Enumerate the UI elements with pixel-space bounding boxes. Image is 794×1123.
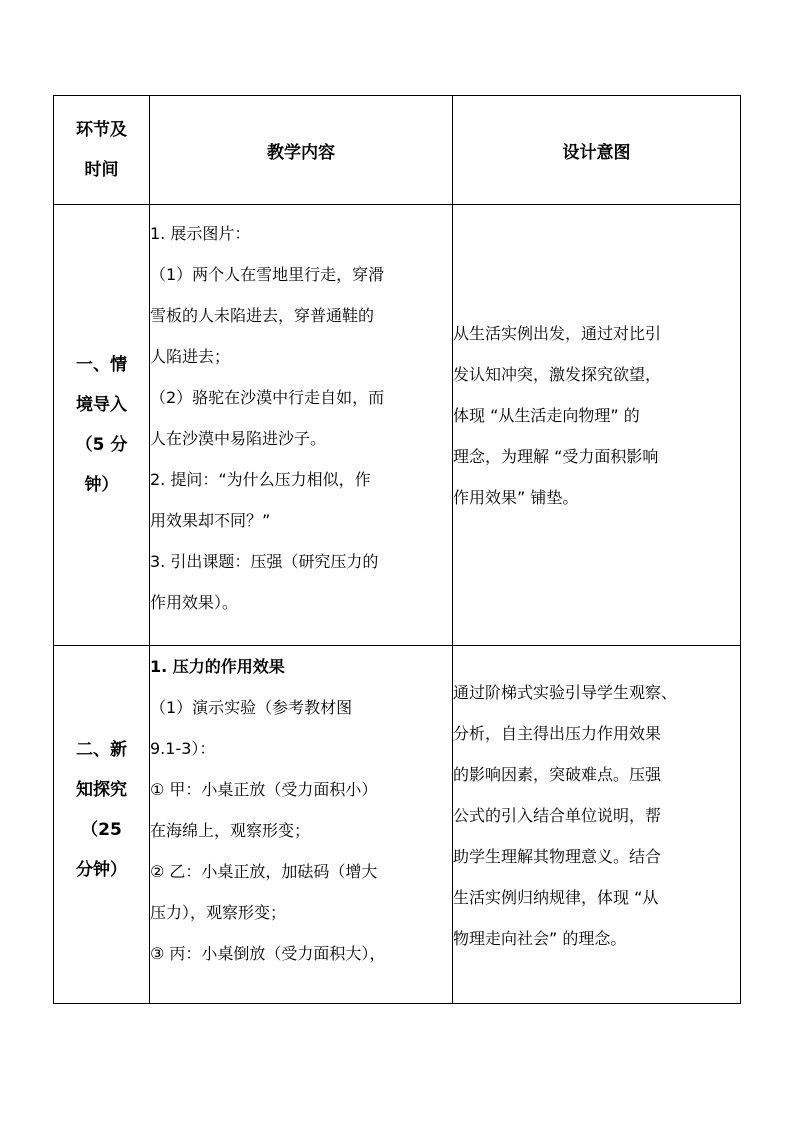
content-line: 人陷进去； [150, 347, 231, 366]
intent-line: 助学生理解其物理意义。结合 [453, 847, 662, 866]
stage-line: 知探究 [76, 779, 127, 800]
content-line: 雪板的人未陷进去，穿普通鞋的 [150, 306, 375, 325]
intent-line: 体现 “从生活走向物理” 的 [453, 405, 640, 425]
content-line: 作用效果）。 [150, 593, 239, 612]
stage-line: 境导入 [76, 395, 127, 415]
content-line: 2. 提问：“为什么压力相似，作 [150, 470, 371, 489]
content-cell [150, 646, 453, 1004]
lesson-plan-table [53, 95, 741, 1004]
content-line: （2）骆驼在沙漠中行走自如，而 [150, 388, 385, 407]
content-line: ③ 丙：小桌倒放（受力面积大）， [150, 944, 386, 963]
header-intent-cell: 设计意图 [453, 96, 741, 205]
stage-line: 一、情 [76, 355, 127, 375]
content-line: 在海绵上，观察形变； [150, 821, 311, 840]
intent-line: 发认知冲突，激发探究欲望， [453, 364, 662, 384]
intent-line: 物理走向社会” 的理念。 [453, 929, 627, 948]
intent-line: 公式的引入结合单位说明，帮 [453, 806, 662, 825]
content-line: ① 甲：小桌正放（受力面积小） [150, 780, 378, 799]
header-stage-line: 环节及 [76, 120, 127, 140]
content-line: 3. 引出课题：压强（研究压力的 [150, 552, 379, 571]
intent-line: 生活实例归纳规律，体现 “从 [453, 888, 659, 907]
stage-line: 钟） [84, 475, 119, 495]
intent-line: 的影响因素，突破难点。压强 [453, 765, 662, 784]
intent-line: 分析，自主得出压力作用效果 [453, 724, 662, 743]
table-row [54, 646, 741, 1004]
stage-line: 二、新 [76, 739, 127, 760]
intent-line: 理念，为理解 “受力面积影响 [453, 446, 659, 466]
content-line: 用效果却不同？” [150, 511, 271, 530]
stage-cell [54, 646, 150, 1004]
intent-line: 从生活实例出发，通过对比引 [453, 323, 662, 343]
intent-line: 通过阶梯式实验引导学生观察、 [453, 683, 678, 702]
header-content-cell: 教学内容 [150, 96, 453, 205]
content-line: 1. 展示图片： [150, 224, 251, 243]
content-line: 压力），观察形变； [150, 903, 287, 922]
content-line: 9.1-3）： [150, 739, 216, 758]
content-cell [150, 205, 453, 646]
content-line: ② 乙：小桌正放，加砝码（增大 [150, 862, 378, 881]
content-section-title: 1. 压力的作用效果 [150, 657, 285, 676]
table-header-row [54, 96, 741, 205]
content-line: （1）演示实验（参考教材图 [150, 698, 353, 717]
intent-cell [453, 646, 741, 1004]
stage-line: （25 [81, 819, 122, 840]
content-line: 人在沙漠中易陷进沙子。 [150, 429, 327, 448]
stage-cell [54, 205, 150, 646]
intent-line: 作用效果” 铺垫。 [453, 487, 579, 507]
header-stage-line: 时间 [84, 160, 119, 180]
stage-line: （5 分 [75, 435, 128, 455]
table-row [54, 205, 741, 646]
stage-line: 分钟） [76, 859, 127, 880]
intent-cell [453, 205, 741, 646]
content-line: （1）两个人在雪地里行走，穿滑 [150, 265, 385, 284]
header-stage-cell [54, 96, 150, 205]
